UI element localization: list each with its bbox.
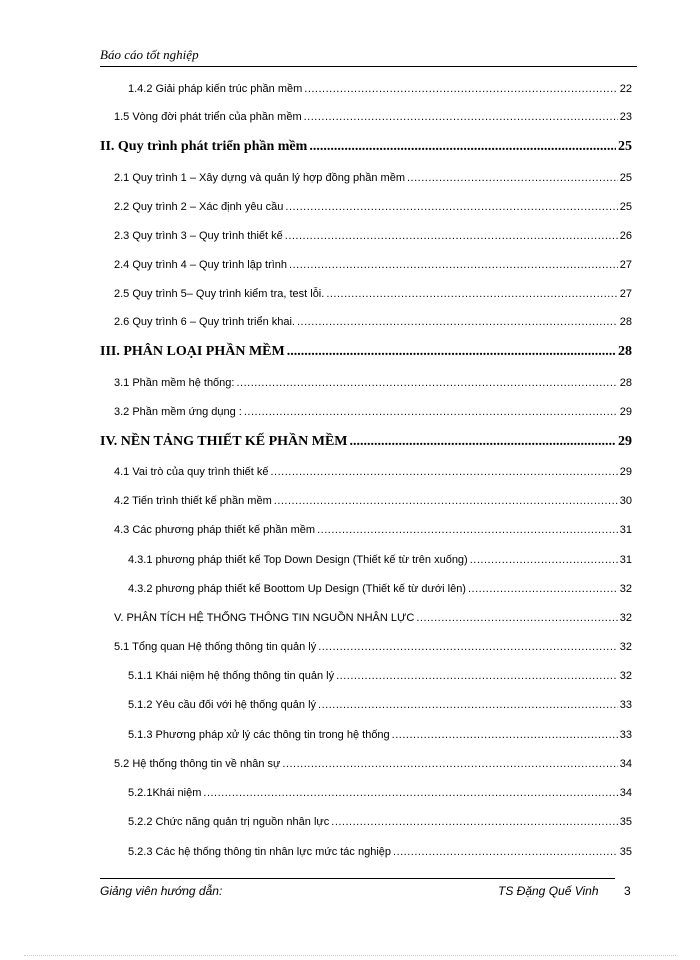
toc-entry-5-1-3[interactable]: 5.1.3 Phương pháp xử lý các thông tin trong hệ thống ..... 33 (128, 728, 632, 742)
toc-entry-2-1[interactable]: 2.1 Quy trình 1 – Xây dựng và quản lý hợp đồng phần mềm ..... 25 (114, 171, 632, 185)
page-bottom-border (24, 955, 676, 956)
toc-entry-2-6[interactable]: 2.6 Quy trình 6 – Quy trình triển khai. ..... 28 (114, 315, 632, 329)
toc-entry-2-5[interactable]: 2.5 Quy trình 5– Quy trình kiểm tra, test lỗi. ..... 27 (114, 287, 632, 301)
advisor-label: Giảng viên hướng dẫn: (100, 884, 223, 898)
toc-entry-2-2[interactable]: 2.2 Quy trình 2 – Xác định yêu cầu ..... 25 (114, 200, 632, 214)
document-title: Báo cáo tốt nghiệp (100, 47, 199, 62)
toc-entry-1-5[interactable]: 1.5 Vòng đời phát triển của phần mềm ..... 23 (114, 110, 632, 124)
advisor-name: TS Đặng Quế Vinh (498, 884, 599, 898)
toc-entry-4-3-1[interactable]: 4.3.1 phương pháp thiết kế Top Down Design (Thiết kế từ trên xuống) ..... 31 (128, 553, 632, 567)
toc-entry-section-iii[interactable]: III. PHÂN LOẠI PHẦN MỀM ..... 28 (100, 345, 632, 359)
toc-entry-4-3[interactable]: 4.3 Các phương pháp thiết kế phần mềm ..... 31 (114, 523, 632, 537)
toc-entry-3-1[interactable]: 3.1 Phần mềm hệ thống: ..... 28 (114, 376, 632, 390)
toc-entry-5-2-3[interactable]: 5.2.3 Các hệ thống thông tin nhân lực mức tác nghiệp ..... 35 (128, 845, 632, 859)
toc-entry-5-1-1[interactable]: 5.1.1 Khái niệm hệ thống thông tin quản lý ..... 32 (128, 669, 632, 683)
footer-rule (100, 878, 615, 879)
toc-entry-3-2[interactable]: 3.2 Phần mềm ứng dụng : ..... 29 (114, 405, 632, 419)
toc-entry-4-3-2[interactable]: 4.3.2 phương pháp thiết kế Boottom Up Design (Thiết kế từ dưới lên) ..... 32 (128, 582, 632, 596)
toc-entry-2-4[interactable]: 2.4 Quy trình 4 – Quy trình lập trình ..... 27 (114, 258, 632, 272)
toc-entry-section-v[interactable]: V. PHÂN TÍCH HỆ THỐNG THÔNG TIN NGUỒN NHÂN LỰC ..... 32 (114, 611, 632, 625)
toc-entry-5-2-2[interactable]: 5.2.2 Chức năng quản trị nguồn nhân lực ..... 35 (128, 815, 632, 829)
toc-entry-2-3[interactable]: 2.3 Quy trình 3 – Quy trình thiết kế ..... 26 (114, 229, 632, 243)
toc-entry-5-2[interactable]: 5.2 Hệ thống thông tin về nhân sự ..... 34 (114, 757, 632, 771)
toc-entry-section-iv[interactable]: IV. NỀN TẢNG THIẾT KẾ PHẦN MỀM ..... 29 (100, 435, 632, 449)
toc-entry-5-1[interactable]: 5.1 Tổng quan Hệ thống thông tin quản lý ..... 32 (114, 640, 632, 654)
toc-entry-1-4-2[interactable]: 1.4.2 Giải pháp kiến trúc phần mềm ..... 22 (128, 82, 632, 96)
toc-entry-section-ii[interactable]: II. Quy trình phát triển phần mềm ..... 25 (100, 140, 632, 154)
header-rule (100, 66, 637, 67)
toc-entry-5-1-2[interactable]: 5.1.2 Yêu cầu đối với hệ thống quản lý ..... 33 (128, 698, 632, 712)
toc-entry-4-2[interactable]: 4.2 Tiến trình thiết kế phần mềm ..... 30 (114, 494, 632, 508)
toc-entry-5-2-1[interactable]: 5.2.1Khái niệm ..... 34 (128, 786, 632, 800)
toc-entry-4-1[interactable]: 4.1 Vai trò của quy trình thiết kế ..... 29 (114, 465, 632, 479)
page-number: 3 (624, 884, 631, 898)
